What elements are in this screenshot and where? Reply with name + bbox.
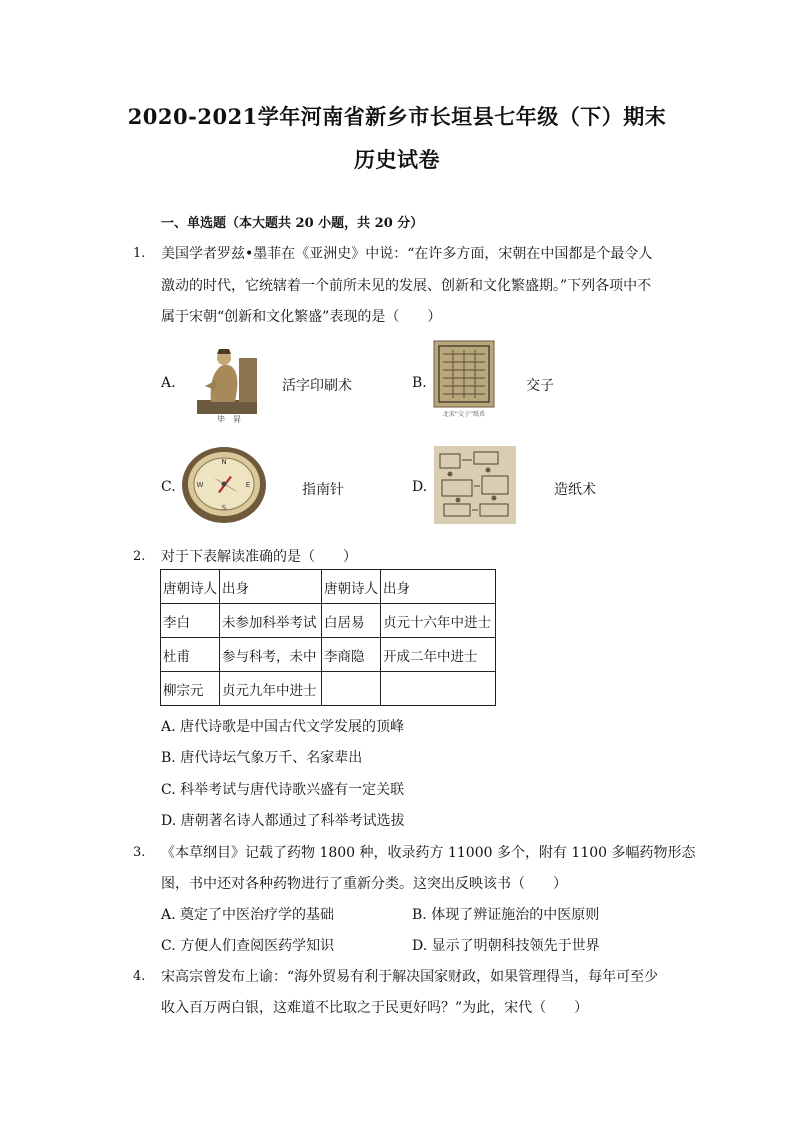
question-2-choice-a[interactable]: A. 唐代诗歌是中国古代文学发展的顶峰	[161, 719, 405, 735]
question-1-text-line3: 属于宋朝“创新和文化繁盛”表现的是（ ）	[161, 309, 442, 325]
question-1-text-line2: 激动的时代，它统辖着一个前所未见的发展、创新和文化繁盛期。”下列各项中不	[161, 278, 652, 294]
question-3-number: 3.	[133, 845, 146, 860]
table-row	[161, 672, 496, 706]
bi-sheng-statue-image	[191, 340, 267, 424]
question-2-choice-b[interactable]: B. 唐代诗坛气象万千、名家辈出	[161, 750, 363, 766]
table-cell: 贞元九年中进士	[220, 672, 322, 706]
question-1-number: 1.	[133, 246, 146, 261]
question-1-text-line1: 美国学者罗兹•墨菲在《亚洲史》中说：“在许多方面，宋朝在中国都是个最令人	[161, 246, 653, 262]
question-2-choice-d[interactable]: D. 唐朝著名诗人都通过了科举考试选拔	[161, 813, 405, 829]
svg-text:S: S	[221, 504, 227, 512]
table-cell: 参与科考，未中	[220, 638, 322, 672]
table-cell	[381, 672, 496, 706]
question-3-choice-c[interactable]: C. 方便人们查阅医药学知识	[161, 938, 335, 954]
question-2-text: 对于下表解读准确的是（ ）	[161, 549, 357, 565]
table-cell: 李白	[161, 604, 220, 638]
svg-text:W: W	[196, 481, 204, 489]
question-4-text-line1: 宋高宗曾发布上谕：“海外贸易有利于解决国家财政，如果管理得当，每年可至少	[161, 969, 659, 985]
table-cell: 贞元十六年中进士	[381, 604, 496, 638]
question-3-text-line2: 图，书中还对各种药物进行了重新分类。这突出反映该书（ ）	[161, 876, 567, 892]
table-cell: 白居易	[322, 604, 381, 638]
option-c-letter: C.	[161, 479, 176, 495]
table-cell: 唐朝诗人	[161, 570, 220, 604]
option-b-letter: B.	[412, 375, 427, 391]
table-row	[161, 638, 496, 672]
table-cell: 开成二年中进士	[381, 638, 496, 672]
document-title-line1: 2020-2021学年河南省新乡市长垣县七年级（下）期末	[127, 104, 667, 129]
option-d-letter: D.	[412, 479, 428, 495]
compass-image	[180, 444, 268, 526]
question-3-choice-b[interactable]: B. 体现了辨证施治的中医原则	[412, 907, 600, 923]
table-row	[161, 570, 496, 604]
table-cell: 出身	[220, 570, 322, 604]
question-3-choice-d[interactable]: D. 显示了明朝科技领先于世界	[412, 938, 600, 954]
papermaking-illustration-image	[434, 446, 516, 524]
question-4-number: 4.	[133, 969, 146, 984]
question-2-choice-c[interactable]: C. 科举考试与唐代诗歌兴盛有一定关联	[161, 782, 405, 798]
table-cell: 柳宗元	[161, 672, 220, 706]
jiaozi-caption: 北宋“交子”纸币	[442, 411, 486, 418]
option-b-label: 交子	[526, 378, 554, 394]
svg-text:E: E	[245, 481, 251, 489]
option-c-label: 指南针	[302, 482, 344, 498]
table-cell: 李商隐	[322, 638, 381, 672]
table-cell: 未参加科举考试	[220, 604, 322, 638]
jiaozi-banknote-image	[433, 340, 495, 426]
poets-table	[160, 569, 496, 706]
question-3-text-line1: 《本草纲目》记载了药物 1800 种，收录药方 11000 多个，附有 1100 多幅药物形态	[161, 845, 696, 861]
question-3-choice-a[interactable]: A. 奠定了中医治疗学的基础	[161, 907, 335, 923]
question-2-number: 2.	[133, 549, 146, 564]
bi-sheng-caption: 毕 昇	[217, 415, 241, 424]
table-row	[161, 604, 496, 638]
table-cell	[322, 672, 381, 706]
document-title-line2: 历史试卷	[354, 147, 440, 172]
table-cell: 出身	[381, 570, 496, 604]
section-heading: 一、单选题（本大题共 20 小题，共 20 分）	[161, 216, 424, 231]
option-a-letter: A.	[161, 375, 176, 391]
table-cell: 唐朝诗人	[322, 570, 381, 604]
svg-text:N: N	[221, 458, 227, 466]
table-cell: 杜甫	[161, 638, 220, 672]
question-4-text-line2: 收入百万两白银，这难道不比取之于民更好吗？”为此，宋代（ ）	[161, 1000, 589, 1016]
option-d-label: 造纸术	[554, 482, 596, 498]
option-a-label: 活字印刷术	[282, 378, 352, 394]
